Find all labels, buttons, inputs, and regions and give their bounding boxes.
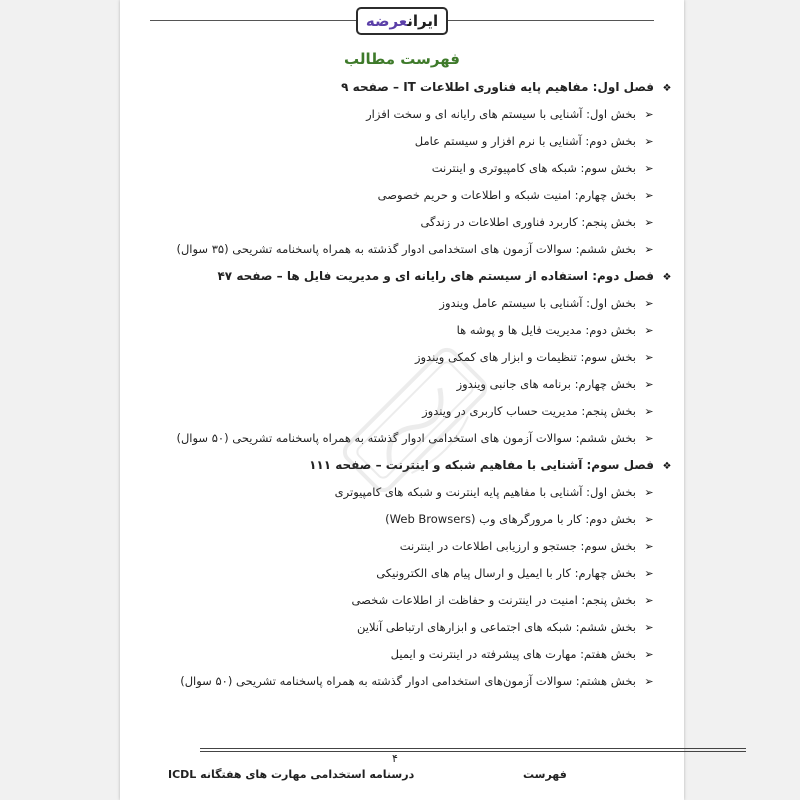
diamond-bullet-icon: ❖ <box>662 461 672 472</box>
toc-section <box>150 134 656 148</box>
toc-entry-text: بخش سوم: شبکه های کامپیوتری و اینترنت <box>431 161 636 175</box>
document-page <box>120 0 684 800</box>
toc-section <box>150 242 656 256</box>
toc-entry-text: بخش دوم: آشنایی با نرم افزار و سیستم عامل <box>414 134 636 148</box>
arrow-bullet-icon: ➢ <box>644 675 654 688</box>
toc-section <box>150 107 656 121</box>
toc-section <box>150 566 656 580</box>
toc-section <box>150 539 656 553</box>
arrow-bullet-icon: ➢ <box>644 351 654 364</box>
toc-entry-text: بخش چهارم: برنامه های جانبی ویندوز <box>456 377 636 391</box>
toc-section <box>150 485 656 499</box>
toc-entry-text: بخش چهارم: امنیت شبکه و اطلاعات و حریم خصوصی <box>377 188 636 202</box>
toc-entry-text: بخش دوم: کار با مرورگرهای وب (Web Browsers) <box>385 512 636 526</box>
footer-rule-double <box>200 751 746 752</box>
toc-section <box>150 188 656 202</box>
toc-section <box>150 593 656 607</box>
arrow-bullet-icon: ➢ <box>644 540 654 553</box>
arrow-bullet-icon: ➢ <box>644 135 654 148</box>
arrow-bullet-icon: ➢ <box>644 648 654 661</box>
header-rule-left <box>150 20 356 21</box>
toc-section <box>150 674 656 688</box>
arrow-bullet-icon: ➢ <box>644 108 654 121</box>
toc-section <box>150 620 656 634</box>
toc-section <box>150 404 656 418</box>
toc-entry-text: بخش ششم: شبکه های اجتماعی و ابزارهای ارتباطی آنلاین <box>356 620 636 634</box>
toc-entry-text: بخش پنجم: امنیت در اینترنت و حفاظت از اطلاعات شخصی <box>351 593 636 607</box>
toc-entry-text: بخش سوم: جستجو و ارزیابی اطلاعات در اینترنت <box>399 539 636 553</box>
toc-section <box>150 323 656 337</box>
diamond-bullet-icon: ❖ <box>662 83 672 94</box>
toc-chapter <box>150 458 674 472</box>
toc-section <box>150 377 656 391</box>
arrow-bullet-icon: ➢ <box>644 486 654 499</box>
toc-entry-text: بخش هفتم: مهارت های پیشرفته در اینترنت و ایمیل <box>390 647 636 661</box>
toc-chapter <box>150 80 674 94</box>
footer-section-name: فهرست <box>523 768 567 781</box>
arrow-bullet-icon: ➢ <box>644 594 654 607</box>
toc-entry-text: بخش سوم: تنظیمات و ابزار های کمکی ویندوز <box>414 350 636 364</box>
toc-entry-text: بخش اول: آشنایی با مفاهیم پایه اینترنت و شبکه های کامپیوتری <box>334 485 636 499</box>
arrow-bullet-icon: ➢ <box>644 378 654 391</box>
footer-rule <box>200 748 746 749</box>
page-number: ۴ <box>392 752 398 765</box>
arrow-bullet-icon: ➢ <box>644 243 654 256</box>
arrow-bullet-icon: ➢ <box>644 297 654 310</box>
toc-section <box>150 161 656 175</box>
toc-section <box>150 215 656 229</box>
toc-section <box>150 296 656 310</box>
arrow-bullet-icon: ➢ <box>644 189 654 202</box>
toc-entry-text: بخش پنجم: کاربرد فناوری اطلاعات در زندگی <box>420 215 636 229</box>
brand-logo-text: ایرانعرضه <box>365 12 439 30</box>
toc-entry-text: بخش پنجم: مدیریت حساب کاربری در ویندوز <box>422 404 636 418</box>
arrow-bullet-icon: ➢ <box>644 432 654 445</box>
toc-entry-text: بخش ششم: سوالات آزمون های استخدامی ادوار گذشته به همراه پاسخنامه تشریحی (۵۰ سوال) <box>176 431 636 445</box>
toc-entry-text: بخش دوم: مدیریت فایل ها و پوشه ها <box>456 323 636 337</box>
toc-entry-text: بخش چهارم: کار با ایمیل و ارسال پیام های الکترونیکی <box>376 566 636 580</box>
toc-entry-text: بخش اول: آشنایی با سیستم های رایانه ای و سخت افزار <box>366 107 636 121</box>
toc-section <box>150 512 656 526</box>
page-title: فهرست مطالب <box>344 50 460 68</box>
toc-entry-text: بخش اول: آشنایی با سیستم عامل ویندوز <box>439 296 636 310</box>
toc-entry-text: فصل دوم: استفاده از سیستم های رایانه ای و مدیریت فایل ها – صفحه ۴۷ <box>217 269 654 283</box>
arrow-bullet-icon: ➢ <box>644 567 654 580</box>
toc-entry-text: بخش ششم: سوالات آزمون های استخدامی ادوار گذشته به همراه پاسخنامه تشریحی (۳۵ سوال) <box>176 242 636 256</box>
header-rule-right <box>448 20 654 21</box>
toc-entry-text: بخش هشتم: سوالات آزمون‌های استخدامی ادوار گذشته به همراه پاسخنامه تشریحی (۵۰ سوال) <box>180 674 636 688</box>
toc-section <box>150 647 656 661</box>
diamond-bullet-icon: ❖ <box>662 272 672 283</box>
brand-logo <box>356 7 448 35</box>
arrow-bullet-icon: ➢ <box>644 405 654 418</box>
toc-section <box>150 431 656 445</box>
toc-section <box>150 350 656 364</box>
arrow-bullet-icon: ➢ <box>644 621 654 634</box>
toc-entry-text: فصل اول: مفاهیم پایه فناوری اطلاعات IT – صفحه ۹ <box>341 80 654 94</box>
arrow-bullet-icon: ➢ <box>644 162 654 175</box>
arrow-bullet-icon: ➢ <box>644 513 654 526</box>
arrow-bullet-icon: ➢ <box>644 216 654 229</box>
arrow-bullet-icon: ➢ <box>644 324 654 337</box>
toc-entry-text: فصل سوم: آشنایی با مفاهیم شبکه و اینترنت – صفحه ۱۱۱ <box>309 458 654 472</box>
footer-book-title: درسنامه استخدامی مهارت های هفتگانه ICDL <box>168 768 415 781</box>
toc-chapter <box>150 269 674 283</box>
